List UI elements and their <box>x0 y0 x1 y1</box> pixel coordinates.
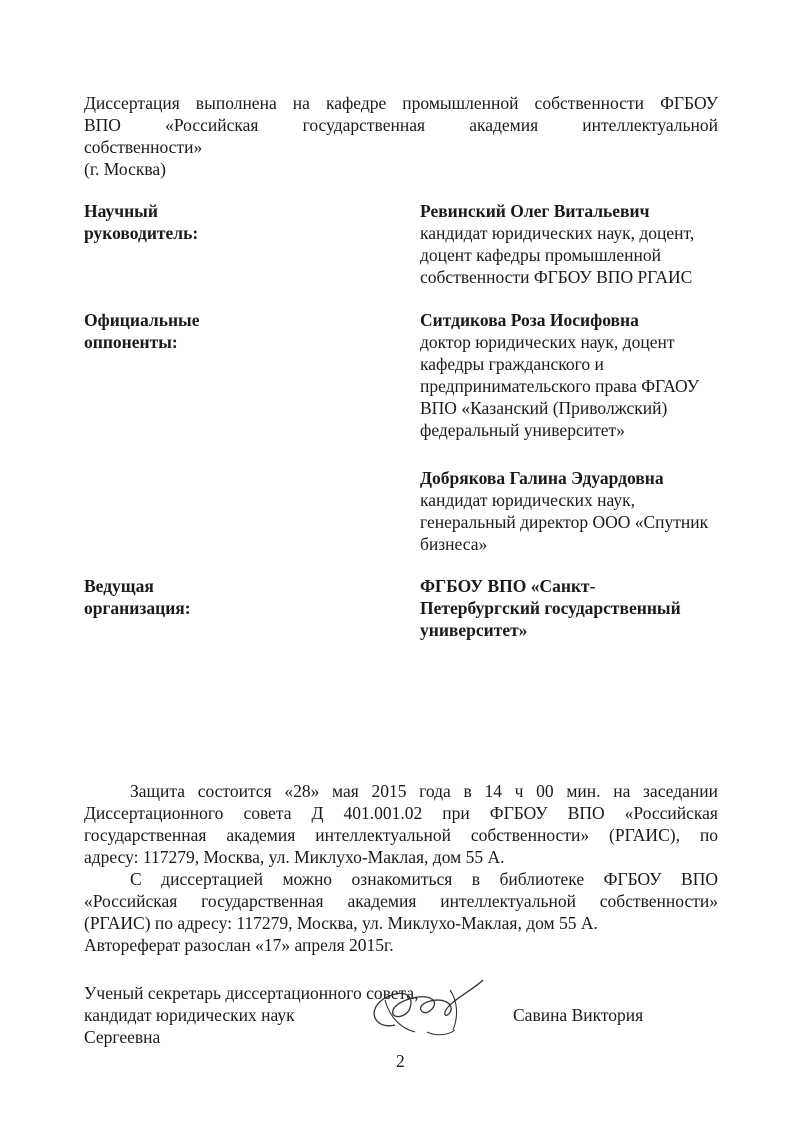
opponent-2-detail: генеральный директор ООО «Спутник <box>420 512 709 532</box>
leading-org-line: университет» <box>420 620 528 640</box>
supervisor-detail: кандидат юридических наук, доцент, <box>420 223 695 243</box>
intro-line-2: ВПО «Российская государственная академия интеллектуальной <box>84 115 718 135</box>
page-number: 2 <box>396 1051 405 1071</box>
secretary-degree: кандидат юридических наук <box>84 1005 295 1025</box>
intro-line-1: Диссертация выполнена на кафедре промышленной собственности ФГБОУ <box>84 93 718 113</box>
intro-line-4: (г. Москва) <box>84 159 166 179</box>
secretary-title: Ученый секретарь диссертационного совета, <box>84 983 419 1003</box>
intro-line-3: собственности» <box>84 137 203 157</box>
opponent-1-detail: предпринимательского права ФГАОУ <box>420 376 700 396</box>
leading-org-line: ФГБОУ ВПО «Санкт- <box>420 576 596 596</box>
opponent-1-detail: ВПО «Казанский (Приволжский) <box>420 398 668 418</box>
leading-org-label-2: организация: <box>84 598 191 618</box>
defense-line: государственная академия интеллектуальной собственности» (РГАИС), по <box>84 825 718 845</box>
defense-line: адресу: 117279, Москва, ул. Миклухо-Маклая, дом 55 А. <box>84 847 505 867</box>
abstract-sent-line: Автореферат разослан «17» апреля 2015г. <box>84 935 394 955</box>
library-line: (РГАИС) по адресу: 117279, Москва, ул. Миклухо-Маклая, дом 55 А. <box>84 913 598 933</box>
supervisor-detail: доцент кафедры промышленной <box>420 245 662 265</box>
opponent-2-detail: кандидат юридических наук, <box>420 490 635 510</box>
opponent-1-detail: кафедры гражданского и <box>420 354 604 374</box>
supervisor-label-2: руководитель: <box>84 223 199 243</box>
library-line: «Российская государственная академия интеллектуальной собственности» <box>84 891 718 911</box>
opponents-label-2: оппоненты: <box>84 332 178 352</box>
signature-image <box>355 970 505 1050</box>
opponent-2-detail: бизнеса» <box>420 534 488 554</box>
supervisor-name: Ревинский Олег Витальевич <box>420 201 650 221</box>
defense-line: Диссертационного совета Д 401.001.02 при ФГБОУ ВПО «Российская <box>84 803 718 823</box>
supervisor-detail: собственности ФГБОУ ВПО РГАИС <box>420 267 693 287</box>
secretary-name: Савина Виктория <box>513 1005 644 1025</box>
opponent-1-detail: доктор юридических наук, доцент <box>420 332 675 352</box>
library-line: С диссертацией можно ознакомиться в библиотеке ФГБОУ ВПО <box>130 869 718 889</box>
opponent-2-name: Добрякова Галина Эдуардовна <box>420 468 664 488</box>
opponent-1-name: Ситдикова Роза Иосифовна <box>420 310 639 330</box>
secretary-patronymic: Сергеевна <box>84 1027 161 1047</box>
defense-line: Защита состоится «28» мая 2015 года в 14 ч 00 мин. на заседании <box>130 781 718 801</box>
supervisor-label-1: Научный <box>84 201 158 221</box>
opponent-1-detail: федеральный университет» <box>420 420 625 440</box>
opponents-label-1: Официальные <box>84 310 200 330</box>
leading-org-line: Петербургский государственный <box>420 598 681 618</box>
leading-org-label-1: Ведущая <box>84 576 154 596</box>
